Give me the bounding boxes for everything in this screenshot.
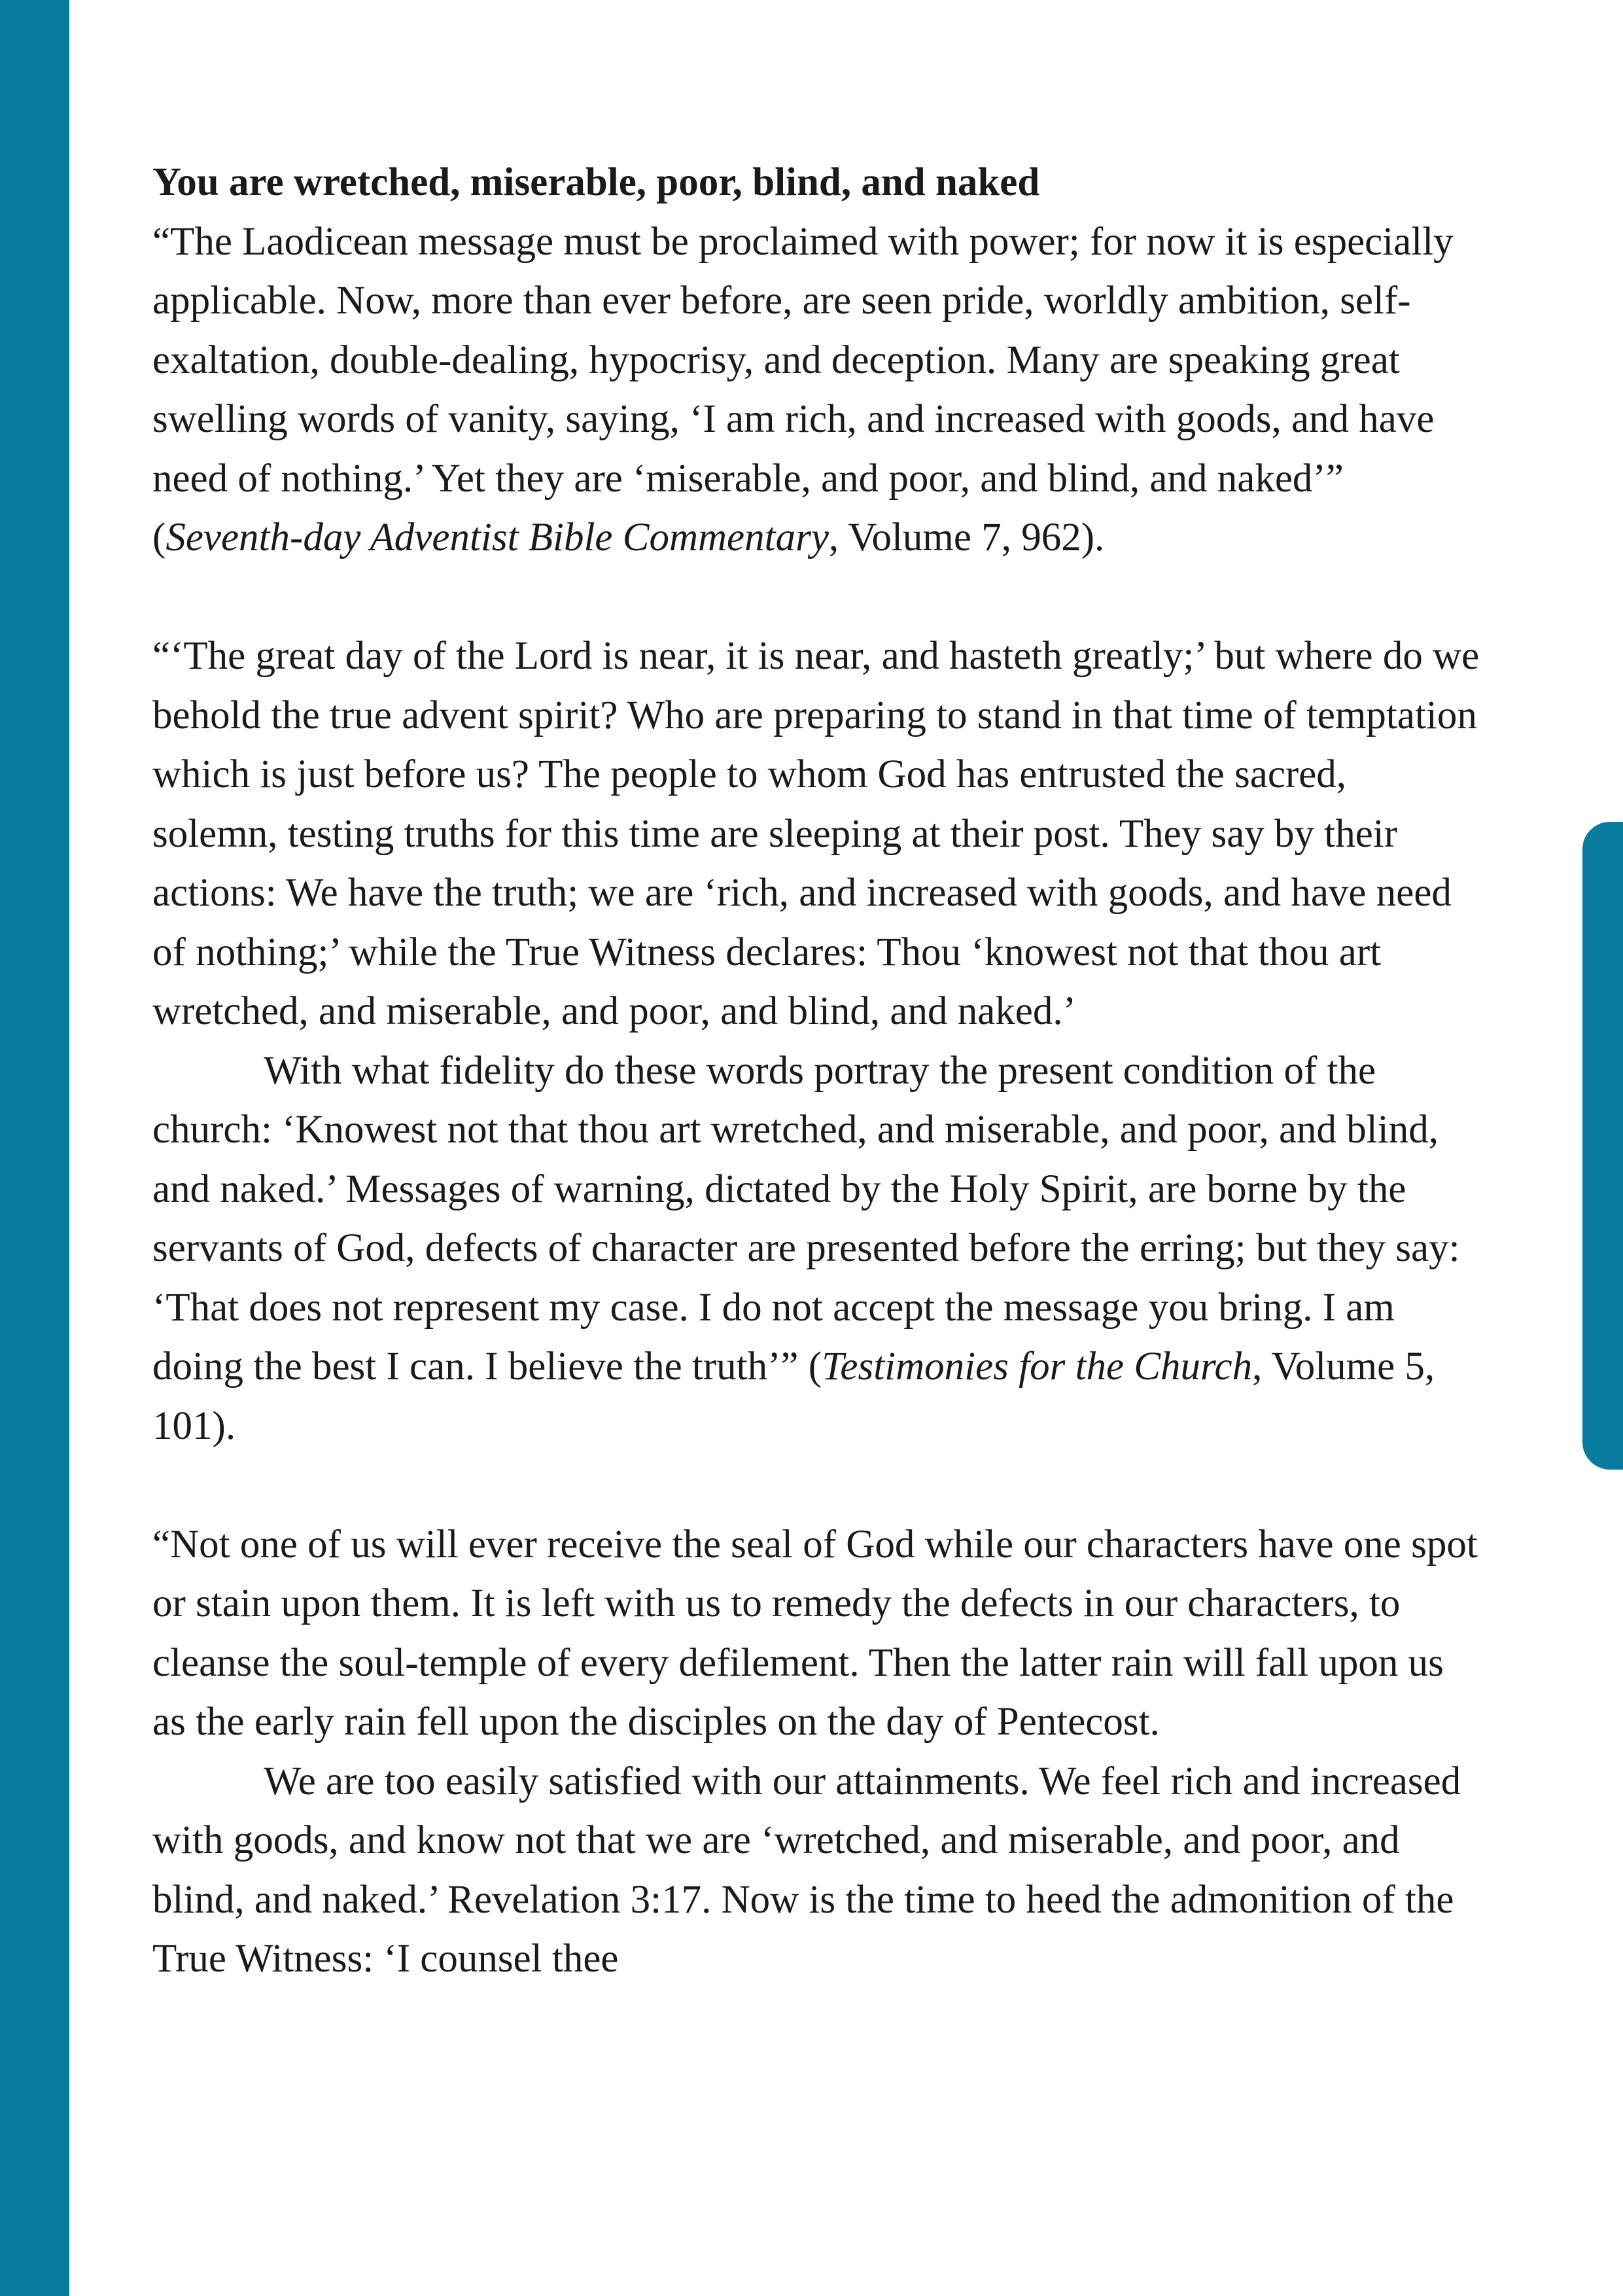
paragraph-1-text: “The Laodicean message must be proclaimed with power; for now it is especially applicable. Now, more than ever before, are seen pride, worldly ambition, self-exaltation, double-dealing, hypocrisy, and deception. Many are speaking great swelling words of vanity, saying, ‘I am rich, and increased with goods, and have need of nothing.’ Yet they are ‘miserable, and poor, and blind, and naked’” ( [152,219,1454,559]
paragraph-2 [152,627,1480,1042]
paragraph-2-text: “‘The great day of the Lord is near, it is near, and hasteth greatly;’ but where do we behold the true advent spirit? Who are preparing to stand in that time of temptation which is just before us? The people to whom God has entrusted the sacred, solemn, testing truths for this time are sleeping at their post. They say by their actions: We have the truth; we are ‘rich, and increased with goods, and have need of nothing;’ while the True Witness declares: Thou ‘knowest not that thou art wretched, and miserable, and poor, and blind, and naked.’ [152,634,1480,1033]
paragraph-4 [152,1515,1480,1752]
paragraph-1-citation: , Volume 7, 962). [828,516,1105,559]
left-accent-bar [0,0,69,2296]
paragraph-3-citation: , Volume 5, 101). [152,1345,1435,1448]
paragraph-3-source: Testimonies for the Church [822,1345,1253,1388]
paragraph-1-source: Seventh-day Adventist Bible Commentary [166,516,829,559]
paragraph-5-text: We are too easily satisfied with our attainments. We feel rich and increased with goods, and know not that we are ‘wretched, and miserable, and poor, and blind, and naked.’ Revelation 3:17. Now is the time to heed the admonition of the True Witness: ‘I counsel thee [152,1759,1461,1981]
paragraph-3-text: With what fidelity do these words portray the present condition of the church: ‘Knowest not that thou art wretched, and miserable, and poor, and blind, and naked.’ Messages of warning, dictated by the Holy Spirit, are borne by the servants of God, defects of character are presented before the erring; but they say: ‘That does not represent my case. I do not accept the message you bring. I am doing the best I can. I believe the truth’” ( [152,1048,1460,1388]
paragraph-1 [152,213,1480,568]
section-heading: You are wretched, miserable, poor, blind, and naked [152,160,1040,204]
page-body [152,153,1480,1989]
paragraph-5 [152,1752,1480,1989]
paragraph-4-text: “Not one of us will ever receive the seal of God while our characters have one spot or stain upon them. It is left with us to remedy the defects in our characters, to cleanse the soul-temple of every defilement. Then the latter rain will fall upon us as the early rain fell upon the disciples on the day of Pentecost. [152,1522,1478,1744]
chapter-thumb-tab [1582,822,1623,1470]
paragraph-3 [152,1042,1480,1457]
